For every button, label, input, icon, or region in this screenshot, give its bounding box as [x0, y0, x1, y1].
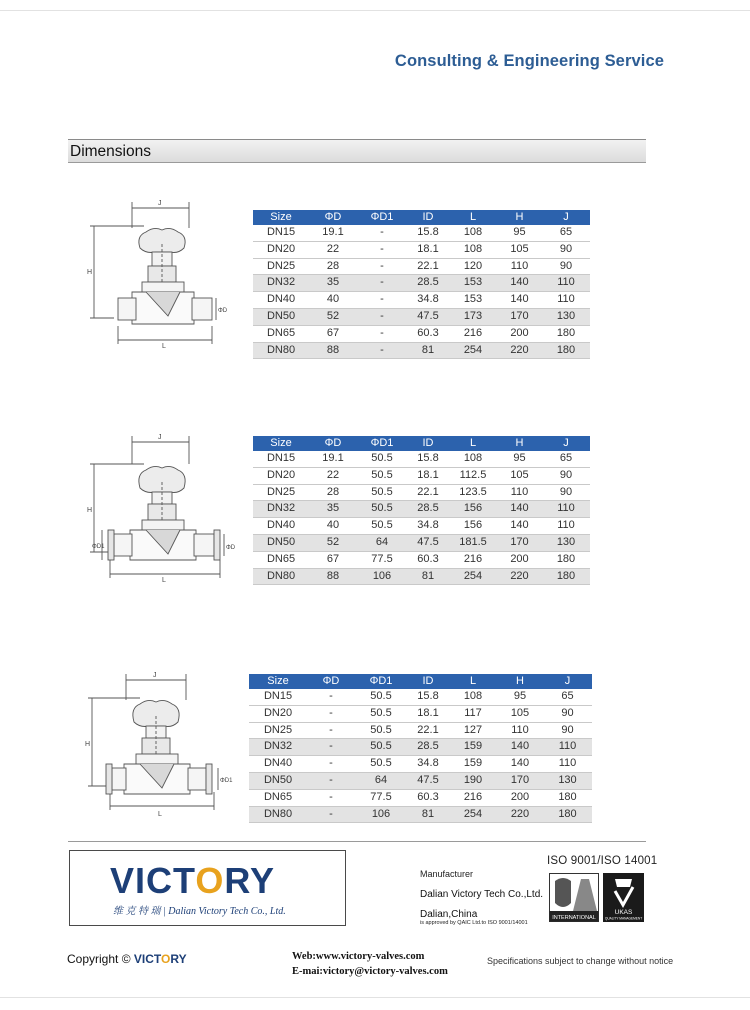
table-cell: 108 — [449, 241, 497, 258]
table-cell: 108 — [449, 451, 497, 467]
table-cell: 90 — [543, 705, 592, 722]
column-header: L — [449, 436, 497, 451]
table-cell: DN32 — [249, 739, 307, 756]
table-row — [249, 806, 592, 823]
ukas-label: UKAS — [614, 909, 633, 916]
column-header: ID — [407, 674, 449, 689]
table-cell: 40 — [309, 518, 357, 535]
table-cell: 105 — [497, 705, 543, 722]
table-cell: 180 — [543, 789, 592, 806]
table-cell: 19.1 — [309, 451, 357, 467]
table-cell: 90 — [543, 722, 592, 739]
table-cell: 22 — [309, 241, 357, 258]
table-cell: 22.1 — [407, 722, 449, 739]
dim-label-j: J — [158, 434, 162, 441]
table-cell: 47.5 — [407, 534, 449, 551]
table-cell: 180 — [542, 325, 590, 342]
table-cell: DN32 — [253, 275, 309, 292]
table-cell: 173 — [449, 308, 497, 325]
table-cell: 47.5 — [407, 772, 449, 789]
table-cell: 181.5 — [449, 534, 497, 551]
table-cell: - — [357, 292, 407, 309]
table-cell: 34.8 — [407, 518, 449, 535]
table-cell: 108 — [449, 225, 497, 241]
table-cell: 81 — [407, 342, 449, 359]
table-cell: 90 — [542, 258, 590, 275]
table-row — [253, 292, 590, 309]
column-header: J — [542, 210, 590, 225]
table-cell: 50.5 — [357, 501, 407, 518]
table-cell: 65 — [543, 689, 592, 705]
table-cell: 95 — [497, 225, 542, 241]
bottom-rule — [0, 997, 750, 998]
valve-drawing-weld-end — [84, 196, 244, 348]
table-cell: - — [357, 342, 407, 359]
approval-note: is approved by QAIC Ltd.to ISO 9001/14001 — [420, 920, 528, 926]
table-cell: - — [357, 225, 407, 241]
table-cell: - — [307, 739, 355, 756]
table-cell: 110 — [542, 518, 590, 535]
table-cell: DN80 — [253, 342, 309, 359]
table-cell: 35 — [309, 501, 357, 518]
table-row — [249, 756, 592, 773]
dim-label-d: ΦD — [226, 545, 236, 551]
qa-certification-icon — [549, 873, 599, 922]
table-cell: 110 — [542, 501, 590, 518]
valve-drawing-clamp-end-svg — [80, 666, 240, 818]
table-cell: DN65 — [253, 325, 309, 342]
table-row — [253, 467, 590, 484]
table-cell: DN20 — [253, 467, 309, 484]
table-cell: 140 — [497, 518, 542, 535]
footer-rule — [68, 841, 646, 842]
table-cell: 15.8 — [407, 689, 449, 705]
column-header: ΦD1 — [357, 210, 407, 225]
table-cell: 95 — [497, 451, 542, 467]
table-cell: 216 — [449, 325, 497, 342]
table-cell: 110 — [542, 292, 590, 309]
table-cell: 159 — [449, 756, 497, 773]
logo-wordmark — [110, 860, 275, 902]
table-cell: 110 — [543, 739, 592, 756]
table-cell: 64 — [355, 772, 407, 789]
table-row — [249, 689, 592, 705]
table-row — [253, 518, 590, 535]
table-cell: 254 — [449, 342, 497, 359]
column-header: J — [542, 436, 590, 451]
table-cell: 50.5 — [357, 484, 407, 501]
table-cell: 95 — [497, 689, 543, 705]
table-cell: 106 — [355, 806, 407, 823]
logo-wordmark-text: VICTORY — [110, 860, 276, 901]
table-cell: - — [307, 789, 355, 806]
table-cell: DN15 — [253, 225, 309, 241]
table-cell: - — [357, 241, 407, 258]
table-cell: DN40 — [253, 518, 309, 535]
table-row — [249, 789, 592, 806]
column-header: ID — [407, 210, 449, 225]
table-cell: DN32 — [253, 501, 309, 518]
table-cell: DN50 — [249, 772, 307, 789]
qa-label: INTERNATIONAL — [552, 915, 596, 921]
table-cell: 28.5 — [407, 739, 449, 756]
table-cell: 220 — [497, 806, 543, 823]
column-header: L — [449, 210, 497, 225]
table-cell: 50.5 — [355, 722, 407, 739]
table-cell: 110 — [497, 722, 543, 739]
dimensions-table-3 — [249, 674, 592, 823]
table-cell: DN25 — [253, 258, 309, 275]
table-cell: 220 — [497, 568, 542, 585]
column-header: Size — [249, 674, 307, 689]
table-cell: 254 — [449, 806, 497, 823]
copyright-brand: VICTORY — [133, 952, 187, 966]
valve-drawing-clamp-ferrule-svg — [84, 428, 244, 584]
specification-note: Specifications subject to change without notice — [487, 956, 674, 966]
table-cell: 130 — [542, 308, 590, 325]
table-cell: 90 — [542, 484, 590, 501]
table-cell: 50.5 — [357, 451, 407, 467]
table-cell: 67 — [309, 551, 357, 568]
table-cell: 180 — [542, 551, 590, 568]
table-cell: - — [307, 806, 355, 823]
table-cell: 105 — [497, 241, 542, 258]
table-cell: 15.8 — [407, 451, 449, 467]
table-cell: DN40 — [253, 292, 309, 309]
table-row — [249, 739, 592, 756]
column-header: ΦD — [307, 674, 355, 689]
table-cell: 28.5 — [407, 501, 449, 518]
table-cell: 200 — [497, 325, 542, 342]
table-row — [253, 551, 590, 568]
section-title: Dimensions — [70, 143, 151, 160]
table-cell: - — [357, 258, 407, 275]
table-cell: 200 — [497, 551, 542, 568]
table-cell: - — [357, 275, 407, 292]
website-link[interactable]: Web:www.victory-valves.com — [292, 951, 425, 962]
table-cell: 88 — [309, 342, 357, 359]
table-cell: 90 — [542, 467, 590, 484]
table-cell: 216 — [449, 551, 497, 568]
dim-label-h: H — [87, 269, 93, 276]
iso-certification: ISO 9001/ISO 14001 — [547, 855, 658, 867]
dim-label-j: J — [158, 200, 162, 207]
table-cell: 110 — [497, 258, 542, 275]
table-cell: 140 — [497, 292, 542, 309]
table-cell: 88 — [309, 568, 357, 585]
column-header: H — [497, 674, 543, 689]
table-cell: DN25 — [249, 722, 307, 739]
table-cell: DN20 — [249, 705, 307, 722]
ukas-certification-icon — [603, 873, 644, 922]
valve-drawing-clamp-end — [80, 666, 240, 818]
valve-drawing-clamp-ferrule — [84, 428, 244, 584]
table-cell: 15.8 — [407, 225, 449, 241]
table-row — [253, 225, 590, 241]
table-cell: 106 — [357, 568, 407, 585]
table-row — [253, 342, 590, 359]
table-cell: 130 — [542, 534, 590, 551]
table-cell: 52 — [309, 308, 357, 325]
table-cell: 112.5 — [449, 467, 497, 484]
table-cell: 170 — [497, 308, 542, 325]
table-cell: 28 — [309, 258, 357, 275]
table-cell: DN15 — [253, 451, 309, 467]
manufacturer-name: Dalian Victory Tech Co.,Ltd. — [420, 889, 544, 900]
table-cell: 170 — [497, 772, 543, 789]
email-link[interactable]: E-mai:victory@victory-valves.com — [292, 966, 448, 977]
section-bar — [68, 139, 646, 163]
table-cell: 190 — [449, 772, 497, 789]
table-cell: 50.5 — [357, 518, 407, 535]
dim-label-d: ΦD — [218, 308, 228, 314]
table-header-row — [249, 674, 592, 689]
table-cell: 81 — [407, 806, 449, 823]
dim-label-h: H — [85, 741, 91, 748]
table-cell: 130 — [543, 772, 592, 789]
table-cell: - — [307, 689, 355, 705]
table-cell: DN15 — [249, 689, 307, 705]
dim-label-d1: ΦD1 — [220, 778, 233, 784]
table-cell: - — [357, 325, 407, 342]
table-cell: 117 — [449, 705, 497, 722]
table-cell: 52 — [309, 534, 357, 551]
column-header: L — [449, 674, 497, 689]
logo-subtitle: 维 克 特 瑞 | Dalian Victory Tech Co., Ltd. — [113, 906, 286, 917]
dim-label-h: H — [87, 507, 93, 514]
table-row — [253, 275, 590, 292]
column-header: ΦD1 — [357, 436, 407, 451]
table-cell: 216 — [449, 789, 497, 806]
table-cell: 50.5 — [355, 689, 407, 705]
table-row — [253, 241, 590, 258]
table-row — [253, 308, 590, 325]
table-row — [249, 705, 592, 722]
table-cell: DN80 — [253, 568, 309, 585]
dim-label-l: L — [162, 343, 166, 350]
table-cell: 180 — [542, 342, 590, 359]
dim-label-j: J — [153, 672, 157, 679]
table-cell: 60.3 — [407, 551, 449, 568]
table-cell: 18.1 — [407, 467, 449, 484]
table-cell: 18.1 — [407, 705, 449, 722]
table-cell: 40 — [309, 292, 357, 309]
manufacturer-city: Dalian,China — [420, 909, 478, 920]
copyright — [67, 952, 187, 966]
table-row — [253, 484, 590, 501]
table-row — [249, 772, 592, 789]
table-cell: 180 — [543, 806, 592, 823]
table-cell: DN40 — [249, 756, 307, 773]
table-cell: 19.1 — [309, 225, 357, 241]
table-row — [253, 534, 590, 551]
page-header-title: Consulting & Engineering Service — [394, 52, 664, 70]
column-header: ΦD — [309, 436, 357, 451]
table-cell: 140 — [497, 756, 543, 773]
table-cell: 77.5 — [355, 789, 407, 806]
column-header: ID — [407, 436, 449, 451]
table-cell: 50.5 — [355, 705, 407, 722]
company-logo — [69, 850, 346, 926]
table-cell: 60.3 — [407, 325, 449, 342]
table-cell: 110 — [497, 484, 542, 501]
table-cell: 120 — [449, 258, 497, 275]
dimensions-table-2 — [253, 436, 590, 585]
table-cell: 28.5 — [407, 275, 449, 292]
table-cell: 77.5 — [357, 551, 407, 568]
table-cell: 127 — [449, 722, 497, 739]
table-cell: 67 — [309, 325, 357, 342]
table-cell: - — [307, 705, 355, 722]
table-cell: 123.5 — [449, 484, 497, 501]
table-cell: DN50 — [253, 534, 309, 551]
column-header: Size — [253, 210, 309, 225]
table-cell: DN65 — [253, 551, 309, 568]
table-cell: 50.5 — [355, 739, 407, 756]
table-header-row — [253, 210, 590, 225]
table-cell: 65 — [542, 225, 590, 241]
table-cell: 108 — [449, 689, 497, 705]
column-header: J — [543, 674, 592, 689]
dim-label-d1: ΦD1 — [92, 544, 105, 550]
table-cell: DN65 — [249, 789, 307, 806]
valve-drawing-weld-end-svg — [84, 196, 244, 348]
dim-label-l: L — [158, 811, 162, 818]
column-header: H — [497, 210, 542, 225]
column-header: Size — [253, 436, 309, 451]
manufacturer-label: Manufacturer — [420, 869, 474, 879]
table-cell: - — [357, 308, 407, 325]
table-cell: 110 — [542, 275, 590, 292]
table-row — [253, 451, 590, 467]
table-cell: 140 — [497, 275, 542, 292]
table-cell: 140 — [497, 501, 542, 518]
table-row — [253, 568, 590, 585]
table-cell: 90 — [542, 241, 590, 258]
table-cell: 64 — [357, 534, 407, 551]
table-cell: 22.1 — [407, 484, 449, 501]
table-cell: 50.5 — [355, 756, 407, 773]
table-cell: 35 — [309, 275, 357, 292]
table-cell: DN50 — [253, 308, 309, 325]
table-cell: 254 — [449, 568, 497, 585]
table-cell: 159 — [449, 739, 497, 756]
table-cell: 47.5 — [407, 308, 449, 325]
table-cell: 140 — [497, 739, 543, 756]
table-cell: 28 — [309, 484, 357, 501]
table-cell: 50.5 — [357, 467, 407, 484]
table-cell: 65 — [542, 451, 590, 467]
table-cell: DN25 — [253, 484, 309, 501]
table-row — [253, 501, 590, 518]
top-rule — [0, 10, 750, 11]
column-header: ΦD — [309, 210, 357, 225]
table-row — [253, 258, 590, 275]
table-row — [249, 722, 592, 739]
column-header: H — [497, 436, 542, 451]
table-cell: 22.1 — [407, 258, 449, 275]
table-cell: 156 — [449, 518, 497, 535]
ukas-sub: QUALITY MANAGEMENT — [604, 916, 643, 921]
table-cell: 180 — [542, 568, 590, 585]
table-cell: 18.1 — [407, 241, 449, 258]
dim-label-l: L — [162, 577, 166, 584]
table-cell: 170 — [497, 534, 542, 551]
table-cell: 34.8 — [407, 756, 449, 773]
table-cell: 153 — [449, 292, 497, 309]
table-cell: DN80 — [249, 806, 307, 823]
table-cell: 34.8 — [407, 292, 449, 309]
table-cell: 156 — [449, 501, 497, 518]
table-cell: 81 — [407, 568, 449, 585]
copyright-text: Copyright © — [67, 952, 131, 966]
table-header-row — [253, 436, 590, 451]
table-cell: 200 — [497, 789, 543, 806]
table-cell: 220 — [497, 342, 542, 359]
column-header: ΦD1 — [355, 674, 407, 689]
table-cell: - — [307, 756, 355, 773]
table-cell: DN20 — [253, 241, 309, 258]
table-row — [253, 325, 590, 342]
dimensions-table-1 — [253, 210, 590, 359]
table-cell: 110 — [543, 756, 592, 773]
table-cell: 105 — [497, 467, 542, 484]
table-cell: 60.3 — [407, 789, 449, 806]
table-cell: - — [307, 772, 355, 789]
table-cell: 22 — [309, 467, 357, 484]
table-cell: - — [307, 722, 355, 739]
table-cell: 153 — [449, 275, 497, 292]
